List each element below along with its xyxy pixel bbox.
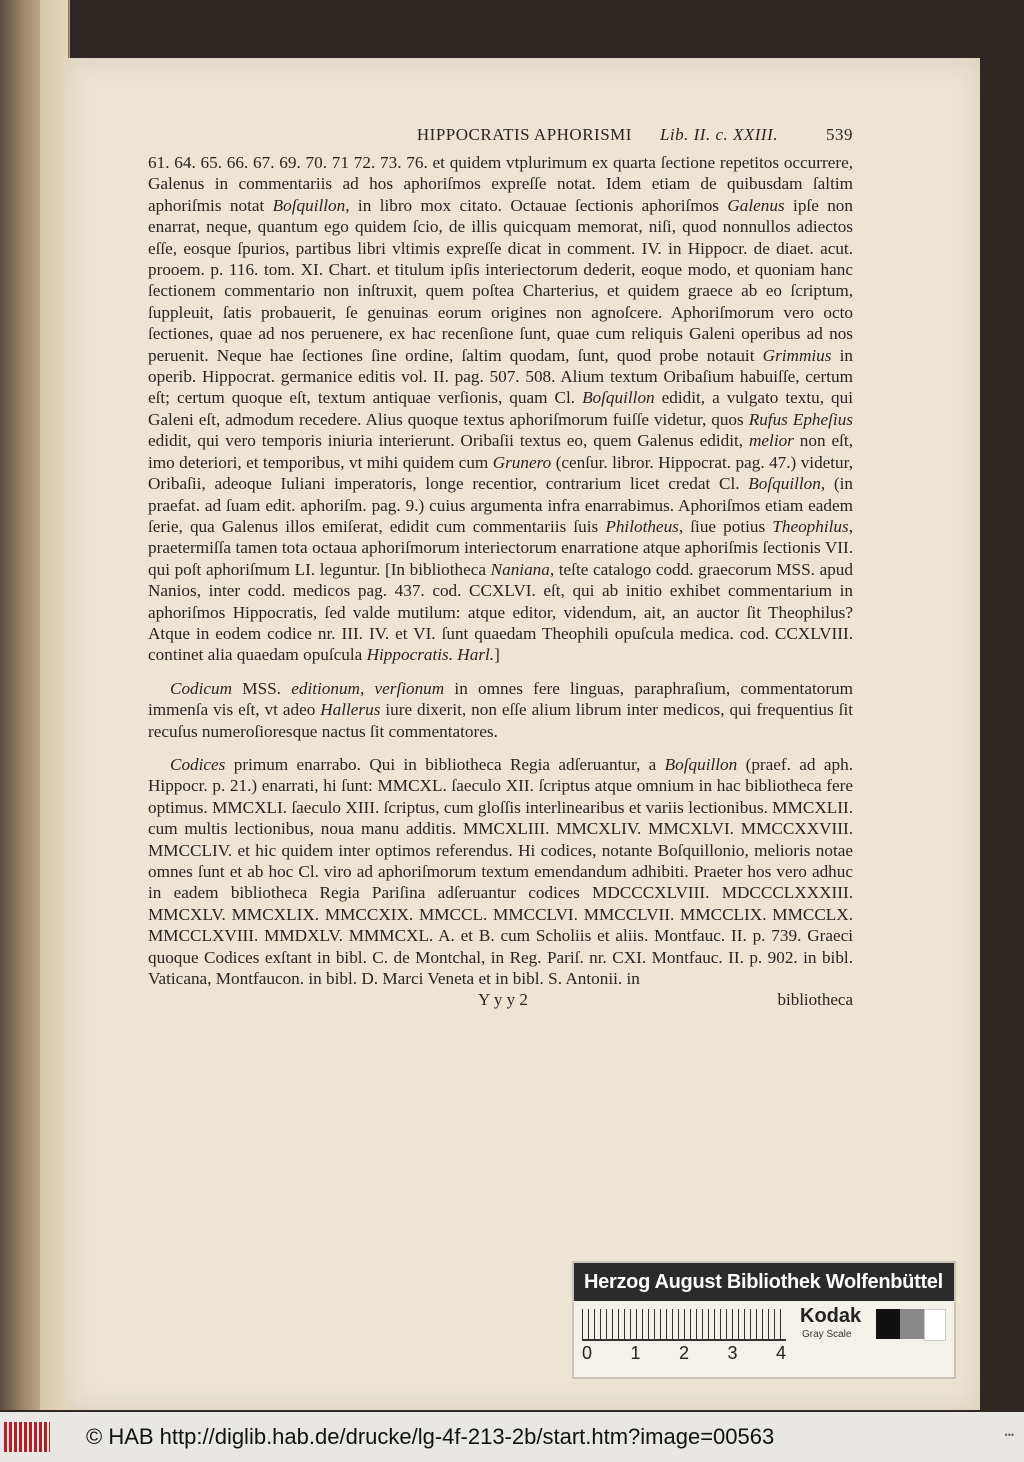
paragraph-continuation bbox=[148, 152, 853, 666]
paragraph-codicum bbox=[148, 678, 853, 742]
page-text-block bbox=[148, 124, 853, 1011]
page-edges bbox=[40, 0, 69, 1410]
italic-text-segment: Codices bbox=[170, 754, 226, 774]
hab-logo-icon bbox=[4, 1422, 50, 1452]
book-page bbox=[66, 58, 980, 1410]
viewer-footer bbox=[0, 1412, 1024, 1462]
brand-label: Kodak bbox=[800, 1305, 862, 1327]
italic-text-segment: Naniana bbox=[490, 559, 550, 579]
italic-text-segment: Grunero bbox=[492, 452, 552, 472]
italic-text-segment: Theophilus bbox=[772, 516, 849, 536]
italic-text-segment: Grimmius bbox=[762, 345, 832, 365]
italic-text-segment: Codicum bbox=[170, 678, 233, 698]
paragraph-codices bbox=[148, 754, 853, 989]
scale-number: 4 bbox=[775, 1343, 786, 1363]
italic-text-segment: melior bbox=[749, 431, 794, 451]
scale-number: 1 bbox=[630, 1343, 641, 1363]
brand-sub-label: Gray Scale bbox=[802, 1329, 852, 1340]
text-segment: (cenſur. libror. Hippocrat. pag. 47.) videtur, Oribaſii, adeoque Iuliani imperatoris, longe recentior, contrarium licet credat Cl. bbox=[148, 452, 853, 494]
running-head-chapter: Lib. II. c. XXIII. bbox=[659, 125, 778, 144]
italic-text-segment: Boſquillon bbox=[272, 195, 346, 215]
text-segment: in omnes fere linguas, paraphraſium, commentatorum immenſa vis eſt, vt adeo bbox=[148, 678, 854, 720]
italic-text-segment: Boſquillon bbox=[582, 388, 655, 408]
italic-text-segment: Galenus bbox=[727, 195, 785, 215]
color-reference-card bbox=[572, 1261, 956, 1379]
text-segment: iure dixerit, non eſſe alium librum inter medicos, qui frequentius ſit recuſus numeroſioresque nactus ſit commentatores. bbox=[148, 700, 853, 741]
copyright-url[interactable]: © HAB http://diglib.hab.de/drucke/lg-4f-213-2b/start.htm?image=00563 bbox=[86, 1424, 775, 1449]
text-segment: MSS. bbox=[232, 678, 292, 698]
italic-text-segment: Rufus Epheſius bbox=[748, 409, 853, 429]
scale-numbers bbox=[582, 1343, 786, 1364]
text-segment: primum enarrabo. Qui in bibliotheca Regia adſeruantur, a bbox=[225, 754, 665, 774]
footer-dots-icon: ••• bbox=[1004, 1430, 1014, 1440]
text-segment: , bbox=[359, 678, 375, 698]
book-page-stack bbox=[0, 0, 70, 1410]
italic-text-segment: Philotheus bbox=[605, 516, 679, 536]
catchword: bibliotheca bbox=[777, 990, 853, 1010]
text-segment: , praetermiſſa tamen tota octaua aphoriſmorum interiectorum enarratione atque aphoriſmis ſectionis VII. qui poſt aphoriſmum LI. leguntur. [In bibliotheca bbox=[148, 516, 853, 579]
page-number: 539 bbox=[826, 125, 853, 144]
text-segment: ] bbox=[494, 645, 500, 665]
institution-label: Herzog August Bibliothek Wolfenbüttel bbox=[574, 1263, 954, 1301]
italic-text-segment: Boſquillon bbox=[664, 754, 738, 774]
text-segment: , in libro mox citato. Octauae ſectionis aphoriſmos bbox=[345, 195, 728, 215]
text-segment: edidit, a vulgato textu, qui Galeni eſt, admodum recedere. Alius quoque textus aphoriſmorum fuiſſe videtur, quos bbox=[148, 388, 853, 429]
text-segment: ipſe non enarrat, neque, quantum ego quidem ſcio, de illis quicquam memorat, niſi, quod nonnullos adiectos eſſe, eosque ſpurios, partibus libri vltimis expreſſe dicat in comment. IV. in Hippocr. de diaet. acut. prooem. p. 116. tom. XI. Chart. et titulum ipſis interiectorum dederit, eoque modo, et quoniam hanc ſectionem commentario non inſtruxit, quem poſtea Charterius, et quidem graece ab eo ſcriptum, ſuppleuit, ſatis probauerit, ſe genuinas eorum origines non agnoſcere. Aphoriſmorum vero octo ſectiones, quae ad nos peruenere, ex hac recenſione ſunt, quae cum reliquis Galeni operibus ad nos peruenit. Neque hae ſectiones ſine ordine, ſaltim quodam, ſunt, quod probe notauit bbox=[148, 195, 853, 365]
italic-text-segment: Boſquillon bbox=[748, 474, 821, 494]
scale-ruler bbox=[582, 1309, 786, 1341]
page-foot-line bbox=[148, 989, 853, 1010]
text-segment: , ſiue potius bbox=[678, 516, 773, 536]
scale-number: 0 bbox=[582, 1343, 593, 1363]
gray-swatch-white bbox=[924, 1309, 946, 1341]
running-head bbox=[148, 124, 853, 152]
text-segment: edidit, qui vero temporis iniuria interierunt. Oribaſii textus eo, quem Galenus edidit, bbox=[148, 431, 749, 451]
text-segment: 61. 64. 65. 66. 67. 69. 70. 71 72. 73. 76. et quidem vtplurimum ex quarta ſectione repetitos occurrere, Galenus in commentariis ad hos aphoriſmos expreſſe notat. Idem etiam de quibusdam ſaltim aphoriſmis notat bbox=[148, 153, 853, 215]
italic-text-segment: Hippocratis. Harl. bbox=[366, 645, 495, 665]
gray-swatch-mid bbox=[900, 1309, 924, 1339]
signature-mark: Y y y 2 bbox=[478, 990, 528, 1010]
italic-text-segment: editionum bbox=[291, 678, 360, 698]
text-segment: in operib. Hippocrat. germanice editis vol. II. pag. 507. 508. Alium textum Oribaſium habuiſſe, certum eſt; certum quoque eſt, textum antiquae verſionis, quam Cl. bbox=[148, 345, 853, 408]
scale-number: 2 bbox=[678, 1343, 689, 1363]
running-head-title: HIPPOCRATIS APHORISMI bbox=[416, 125, 632, 144]
text-segment: , (in praefat. ad ſuam edit. aphoriſm. pag. 9.) cuius argumenta infra enarrabimus. Aphoriſmos etiam eadem ſerie, qua Galenus illos emiſerat, edidit cum commentariis ſuis bbox=[148, 474, 853, 536]
gray-swatch-black bbox=[876, 1309, 900, 1339]
text-segment: (praef. ad aph. Hippocr. p. 21.) enarrati, hi ſunt: MMCXL. ſaeculo XII. ſcriptus atque omnium in hac bibliotheca fere optimus. MMCXLI. ſaeculo XIII. ſcriptus, cum gloſſis interlinearibus et variis lectionibus. MMCXLII. cum multis lectionibus, noua manu additis. MMCXLIII. MMCXLIV. MMCXLVI. MMCCXXVIII. MMCCLIV. et hic quidem inter optimos referendus. Hi codices, notante Boſquillonio, melioris notae omnes ſunt et ab hoc Cl. viro ad aphoriſmorum textum emendandum adhibiti. Praeter hos vero adhuc in eadem bibliotheca Regia Pariſina adſeruantur codices MDCCCXLVIII. MDCCCLXXXIII. MMCXLV. MMCXLIX. MMCCXIX. MMCCL. MMCCLVI. MMCCLVII. MMCCLIX. MMCCLX. MMCCLXVIII. MMDXLV. MMMCXL. A. et B. cum Scholiis et aliis. Montfauc. II. p. 739. Graeci quoque Codices exſtant in bibl. C. de Montchal, in Reg. Pariſ. nr. CXI. Montfauc. II. p. 902. in bibl. Vaticana, Montfaucon. in bibl. D. Marci Veneta et in bibl. S. Antonii. in bbox=[148, 754, 854, 989]
italic-text-segment: Hallerus bbox=[320, 700, 381, 720]
scale-number: 3 bbox=[727, 1343, 738, 1363]
text-segment: , teſte catalogo codd. graecorum MSS. apud Nanios, inter codd. medicos pag. 437. cod. CCXLVI. eſt, qui ab initio exhibet commentarium in aphoriſmos Hippocratis, ſed valde mutilum: atque editor, videndum, ait, an auctor ſit Theophilus? Atque in eodem codice nr. III. IV. et VI. ſunt quaedam Theophili opuſcula medica. cod. CCXLVIII. continet alia quaedam opuſcula bbox=[148, 559, 853, 665]
italic-text-segment: verſionum bbox=[374, 678, 445, 698]
text-segment: non eſt, imo deteriori, et temporibus, vt mihi quidem cum bbox=[148, 431, 853, 472]
